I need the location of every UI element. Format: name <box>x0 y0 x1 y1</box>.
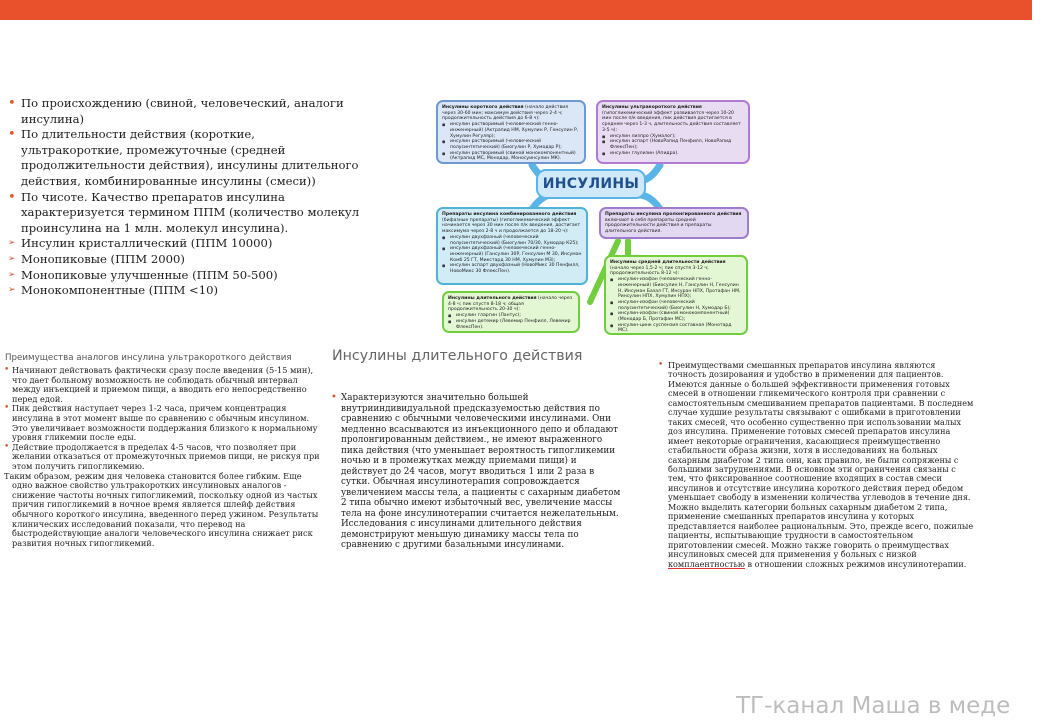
paragraph: • Преимуществами смешанных препаратов инсулина являются точность дозирования и удобство в применении для пациентов. Имеются данные о большей эффективности применения готовых смесей в отношении гликемического контроля при сравнении с самостоятельным смешиванием препаратов пациентами. В последнем случае худшие результаты связывают с ошибками в приготовлении таких смесей, что особенно существенно при использовании малых доз инсулина. Применение готовых смесей препаратов инсулина имеет некоторые ограничения, касающиеся преимущественно стабильности образа жизни, хотя в исследованиях на больных сахарным диабетом 2 типа они, как правило, не были сопряжены с большими затруднениями. В основном эти ограничения связаны с тем, что фиксированное соотношение входящих в состав смеси инсулинов и отсутствие инсулина короткого действия перед обедом уменьшает свободу в изменении количества углеводов в течение дня. Можно выделить категории больных сахарным диабетом 2 типа, применение смешанных препаратов инсулина у которых представляется наиболее рациональным. Это, прежде всего, пожилые пациенты, испытывающие трудности в самостоятельном приготовлении смесей. Можно также говорить о преимуществах инсулиновых смесей для применения у больных с низкой комплаентностью в отношении сложных режимов инсулинотерапии. <box>658 361 976 569</box>
list-item: • По длительности действия (короткие, ультракороткие, промежуточные (средней продолжительности действия), инсулины длительного действия, комбинированные инсулины (смеси)) <box>8 127 360 189</box>
list-item: ➢ Монопиковые улучшенные (ППМ 50-500) <box>8 268 360 284</box>
underlined-word: комплаентностью <box>668 558 745 569</box>
list-item: ◼ инсулин-изофан (человеческий генно-инженерный) (Биосулин Н, Гансулин Н, Генсулин Н, Инсуман Базал ГТ, Инсуран НПХ, Протафан НМ, Ринсулин НПХ, Хумулин НПХ); <box>610 277 742 300</box>
list-item: ◼ инсулин аспарт (НовоРапид Пенфилл, НовоРапид ФлексПен); <box>602 139 744 150</box>
ultra-short-acting-box: Инсулины ультракороткого действия (гипогликемический эффект развивается через 10-20 мин после п/к введения, пик действия достигается в среднем через 1-3 ч, длительность действия составляет 3-5 ч): ◼ инсулин лизпро (Хумалог); ◼ инсулин аспарт (НовоРапид Пенфилл, НовоРапид ФлексПен); ◼ инсулин глулизин (Апидра). <box>596 100 750 164</box>
long-acting-text <box>331 393 621 551</box>
paragraph: одно важное свойство ультракоротких инсулиновых аналогов - снижение частоты ночных гипогликемий, поскольку одной из частых причин гипогликемий в ночное время является шлейф действия обычного короткого инсулина, введенного перед ужином. Результаты клинических исследований показали, что перевод на быстродействующие аналоги человеческого инсулина снижает риск развития ночных гипогликемий. <box>12 480 319 548</box>
list-item: ◼ инсулин растворимый (человеческий генно-инженерный) (Актрапид НМ, Хумулин Р, Генсулин Р, Хумулин Регуляр); <box>442 122 580 139</box>
list-item: ◼ инсулин аспарт двухфазный (НовоМикс 30 Пенфилл, НовоМикс 30 ФлексПен). <box>442 263 582 274</box>
list-item: ◼ инсулин глулизин (Апидра). <box>602 151 744 157</box>
long-acting-box: Инсулины длительного действия (начало через 4-8 ч; пик спустя 8-18 ч; общая продолжительность 20-30 ч): ◼ инсулин гларгин (Лантус); ◼ инсулин детемир (Левемир Пенфилл, Левемир ФлексПен). <box>442 291 580 333</box>
list-item: ◼ инсулин двухфазный (человеческий генно-инженерный) (Гансулин 30Р, Генсулин М 30, Инсуман Комб 25 ГТ, Микстард 30 НМ, Хумулин М3); <box>442 246 582 263</box>
list-item: • По чисоте. Качество препаратов инсулина характеризуется термином ППМ (количество молекул проинсулина на 1 млн. молекул инсулина). <box>8 190 360 237</box>
list-item: ◼ инсулин гларгин (Лантус); <box>448 313 574 319</box>
diagram-hub-title: ИНСУЛИНЫ <box>536 169 646 199</box>
list-item: • Пик действия наступает через 1-2 часа, причем концентрация инсулина в этот момент выше по сравнению с обычным инсулином. Это увеличивает возможности поддержания близкого к нормальному уровня гликемии после еды. <box>4 404 322 442</box>
list-item: • Начинают действовать фактически сразу после введения (5-15 мин), что дает больному возможность не соблюдать обычный интервал между инъекцией и приемом пищи, а вводить его непосредственно перед едой. <box>4 366 322 404</box>
list-item: ◼ инсулин детемир (Левемир Пенфилл, Левемир ФлексПен). <box>448 319 574 330</box>
ultra-advantages-title: Преимущества аналогов инсулина ультракороткого действия <box>5 353 292 363</box>
mixed-insulin-text <box>658 361 976 569</box>
list-item: ◼ инсулин лизпро (Хумалог); <box>602 134 744 140</box>
list-item: ◼ инсулин растворимый (человеческий полусинтетический) (Биогулин Р, Хумодар Р); <box>442 139 580 150</box>
list-item: ◼ инсулин двухфазный (человеческий полусинтетический) (Биогулин 70/30, Хумодар К25); <box>442 235 582 246</box>
paragraph: • Характеризуются значительно большей внутрииндивидуальной предсказуемостью действия по сравнению с обычными человеческими инсулинами. Они медленно всасываются из инъекционного депо и обладают пролонгированным действием., не имеют выраженного пика действия (что уменьшает вероятность гипогликемии ночью и в промежутках между приемами пищи) и действует до 24 часов, могут вводиться 1 или 2 раза в сутки. Обычная инсулинотерапия сопровождается увеличением массы тела, а пациенты с сахарным диабетом 2 типа обычно имеют избыточный вес, увеличение массы тела на фоне инсулинотерапии считается нежелательным. Исследования с инсулинами длительного действия демонстрируют меньшую динамику массы тела по сравнению с другими базальными инсулинами. <box>331 393 621 551</box>
classification-list <box>8 96 360 299</box>
paragraph-first-line: Таким образом, режим дня человека становится более гибким. Еще <box>4 470 302 481</box>
list-item: • По происхождению (свиной, человеческий, аналоги инсулина) <box>8 96 360 127</box>
prolonged-acting-box: Препараты инсулина пролонгированного действия включают в себя препараты средней продолжительности действия и препараты длительного действия. <box>599 207 749 239</box>
combined-acting-box: Препараты инсулина комбинированного действия (бифазные препараты) (гипогликемический эффект начинается через 30 мин после п/к введения, достигает максимума через 2-8 ч и продолжается до 18-20 ч): ◼ инсулин двухфазный (человеческий полусинтетический) (Биогулин 70/30, Хумодар К25); ◼ инсулин двухфазный (человеческий генно-инженерный) (Гансулин 30Р, Генсулин М 30, Инсуман Комб 25 ГТ, Микстард 30 НМ, Хумулин М3); ◼ инсулин аспарт двухфазный (НовоМикс 30 Пенфилл, НовоМикс 30 ФлексПен). <box>436 207 588 285</box>
intermediate-acting-box: Инсулины средней длительности действия (начало через 1,5-2 ч; пик спустя 3-12 ч; продолжительность 8-12 ч): ◼ инсулин-изофан (человеческий генно-инженерный) (Биосулин Н, Гансулин Н, Генсулин Н, Инсуман Базал ГТ, Инсуран НПХ, Протафан НМ, Ринсулин НПХ, Хумулин НПХ); ◼ инсулин-изофан (человеческий полусинтетический) (Биогулин Н, Хумодар Б); ◼ инсулин-изофан (свиной монокомпонентный) (Монодар Б, Протафан МС); ◼ инсулин-цинк суспензия составная (Монотард МС). <box>604 255 748 335</box>
watermark: ТГ-канал Маша в меде <box>736 693 1011 719</box>
insulin-diagram <box>432 97 752 337</box>
list-item: ➢ Монокомпонентные (ППМ <10) <box>8 283 360 299</box>
list-item: • Действие продолжается в пределах 4-5 часов, что позволяет при желании отказаться от промежуточных приемов пищи, не рискуя при этом получить гипогликемию. <box>4 443 322 472</box>
list-item: ◼ инсулин-изофан (человеческий полусинтетический) (Биогулин Н, Хумодар Б); <box>610 300 742 311</box>
long-acting-heading: Инсулины длительного действия <box>332 348 583 364</box>
list-item: ➢ Монопиковые (ППМ 2000) <box>8 252 360 268</box>
ultra-advantages-text <box>4 366 322 548</box>
list-item: ◼ инсулин растворимый (свиной монокомпонентный) (Актрапид МС, Монодар, Моносуинсулин МК). <box>442 151 580 162</box>
short-acting-box: Инсулины короткого действия (начало действия через 30-60 мин; максимум действия через 2-4 ч; продолжительность действия до 6-8 ч): ◼ инсулин растворимый (человеческий генно-инженерный) (Актрапид НМ, Хумулин Р, Генсулин Р, Хумулин Регуляр); ◼ инсулин растворимый (человеческий полусинтетический) (Биогулин Р, Хумодар Р); ◼ инсулин растворимый (свиной монокомпонентный) (Актрапид МС, Монодар, Моносуинсулин МК). <box>436 100 586 164</box>
list-item: ◼ инсулин-цинк суспензия составная (Монотард МС). <box>610 323 742 334</box>
top-accent-bar <box>0 0 1032 20</box>
list-item: ➢ Инсулин кристаллический (ППМ 10000) <box>8 236 360 252</box>
list-item: ◼ инсулин-изофан (свиной монокомпонентный) (Монодар Б, Протафан МС); <box>610 311 742 322</box>
